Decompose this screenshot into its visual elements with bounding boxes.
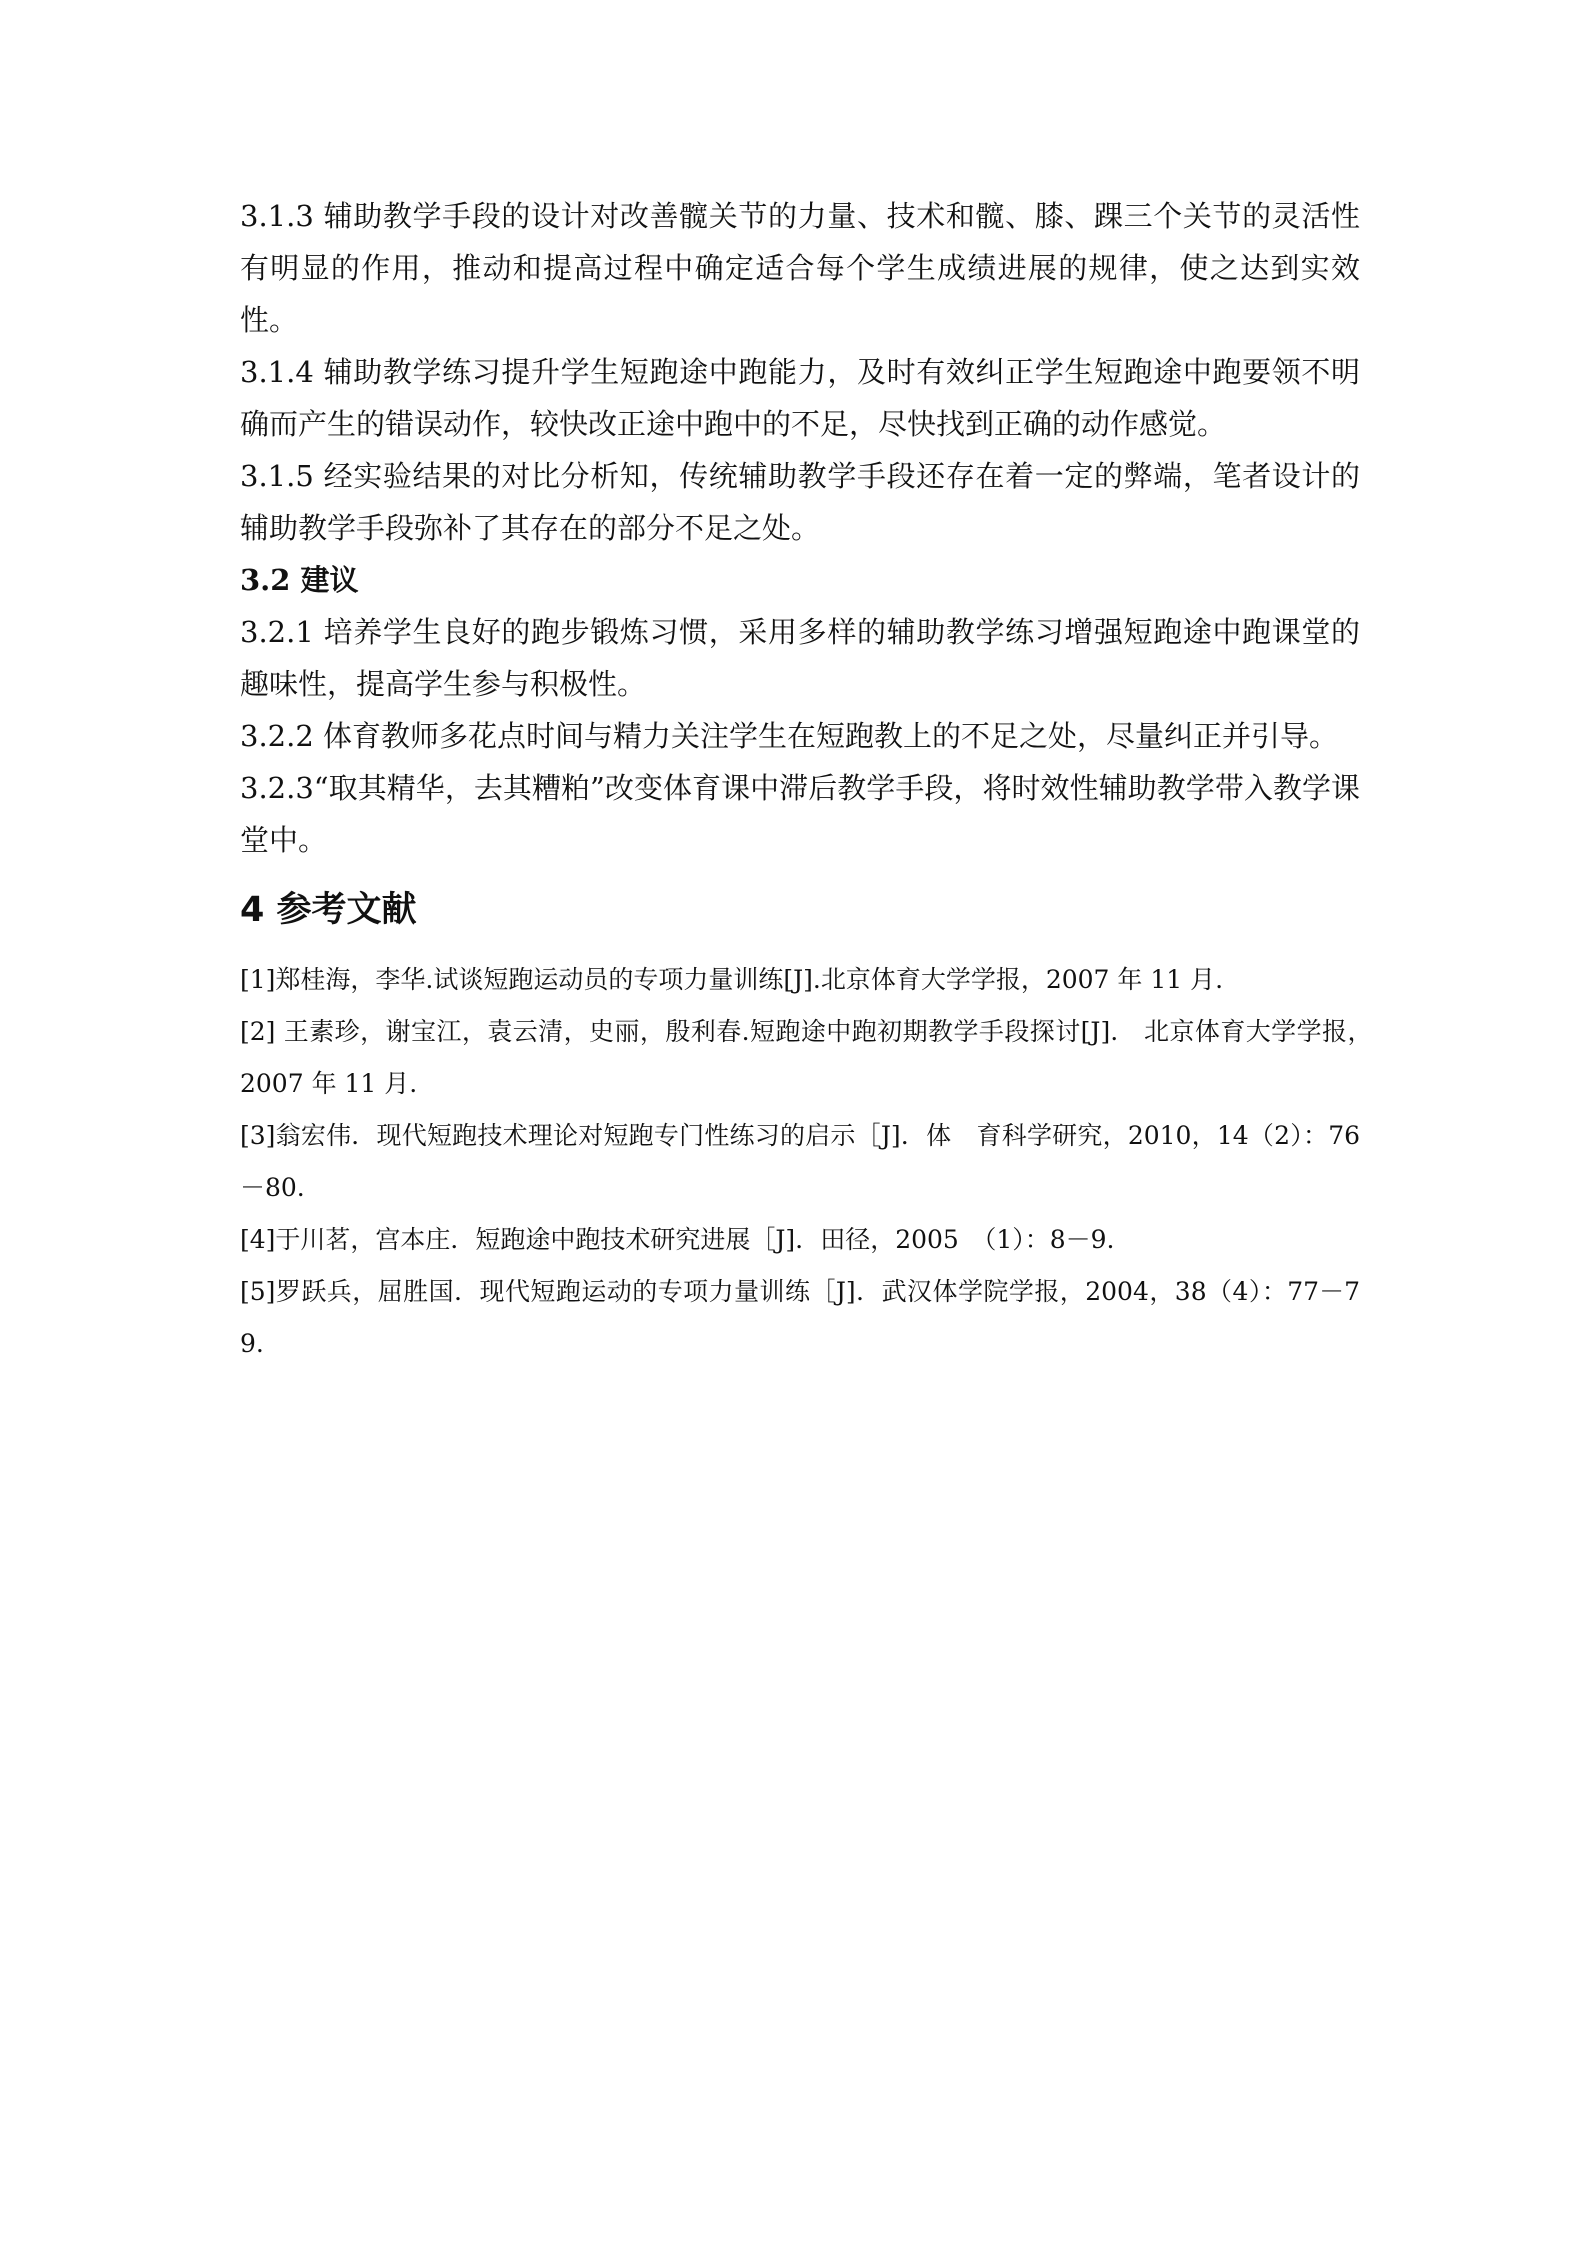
conclusion-3-1-3: 3.1.3 辅助教学手段的设计对改善髋关节的力量、技术和髋、膝、踝三个关节的灵活性有明显的作用，推动和提高过程中确定适合每个学生成绩进展的规律，使之达到实效性。: [240, 199, 1360, 337]
conclusion-3-1-4: 3.1.4 辅助教学练习提升学生短跑途中跑能力，及时有效纠正学生短跑途中跑要领不明确而产生的错误动作，较快改正途中跑中的不足，尽快找到正确的动作感觉。: [240, 355, 1360, 441]
reference-3: [3]翁宏伟．现代短跑技术理论对短跑专门性练习的启示［J]．体 育科学研究，2010，14（2）：76－80.: [240, 1121, 1360, 1202]
reference-4: [4]于川茗，宫本庄．短跑途中跑技术研究进展［J]．田径，2005 （1）：8－9.: [240, 1225, 1115, 1254]
suggestion-3-2-1: 3.2.1 培养学生良好的跑步锻炼习惯，采用多样的辅助教学练习增强短跑途中跑课堂的趣味性，提高学生参与积极性。: [240, 615, 1360, 701]
suggestions-title: 3.2 建议: [240, 563, 359, 597]
suggestion-3-2-3: 3.2.3“取其精华，去其糟粕”改变体育课中滞后教学手段，将时效性辅助教学带入教学课堂中。: [240, 771, 1360, 857]
reference-1: [1]郑桂海，李华.试谈短跑运动员的专项力量训练[J].北京体育大学学报，2007 年 11 月.: [240, 965, 1224, 994]
reference-5: [5]罗跃兵，屈胜国．现代短跑运动的专项力量训练［J]．武汉体学院学报，2004，38（4）：77－79.: [240, 1277, 1360, 1358]
reference-2: [2] 王素珍，谢宝江，袁云清，史丽，殷利春.短跑途中跑初期教学手段探讨[J]. 北京体育大学学报， 2007 年 11 月.: [240, 1017, 1386, 1098]
suggestion-3-2-2: 3.2.2 体育教师多花点时间与精力关注学生在短跑教上的不足之处，尽量纠正并引导。: [240, 719, 1339, 753]
page-content: [240, 190, 1386, 1370]
references-title: 4 参考文献: [240, 890, 417, 930]
conclusion-3-1-5: 3.1.5 经实验结果的对比分析知，传统辅助教学手段还存在着一定的弊端，笔者设计的辅助教学手段弥补了其存在的部分不足之处。: [240, 459, 1360, 545]
